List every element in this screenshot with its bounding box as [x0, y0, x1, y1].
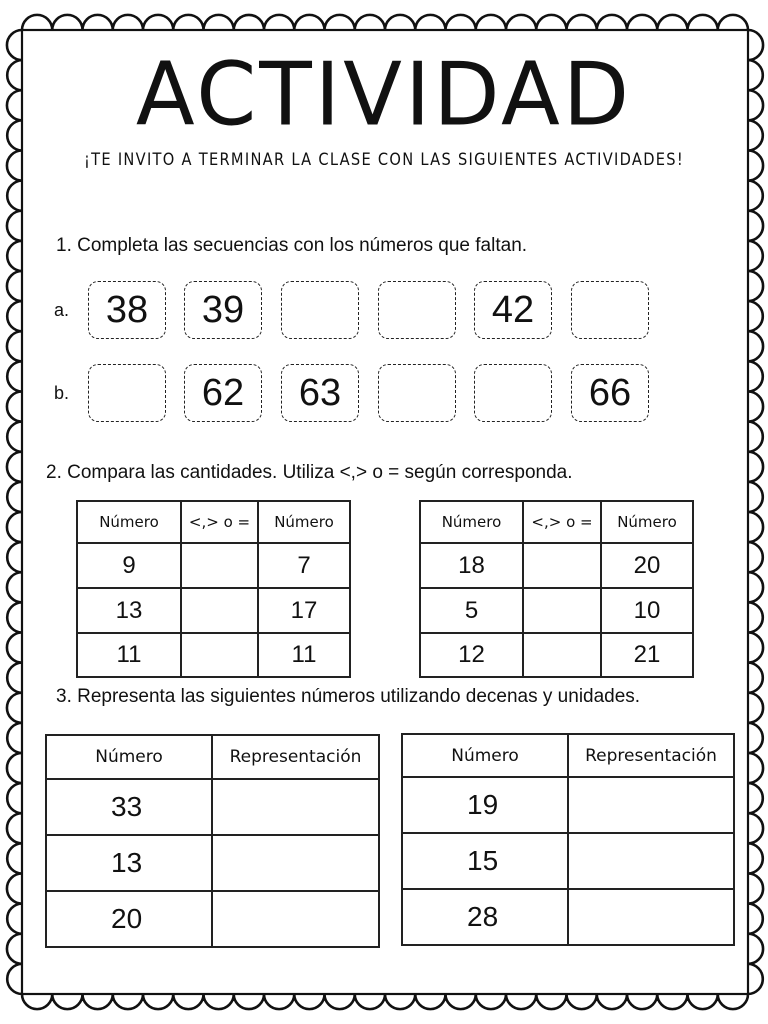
- number-cell: 33: [46, 779, 212, 835]
- sequence-box-blank[interactable]: [571, 281, 649, 339]
- table-row: [420, 588, 693, 633]
- representation-table-right: [401, 733, 735, 946]
- number-cell: 13: [77, 588, 181, 633]
- header-numero: Número: [46, 735, 212, 779]
- sequence-box: 42: [474, 281, 552, 339]
- answer-cell[interactable]: [181, 633, 258, 677]
- sequence-box: 66: [571, 364, 649, 422]
- sequence-box: 38: [88, 281, 166, 339]
- representation-cell[interactable]: [212, 835, 379, 891]
- representation-cell[interactable]: [212, 891, 379, 947]
- header-numero: Número: [420, 501, 523, 543]
- page-subtitle: ¡TE INVITO A TERMINAR LA CLASE CON LAS SIGUIENTES ACTIVIDADES!: [83, 150, 684, 170]
- table-row: [402, 833, 734, 889]
- number-cell: 28: [402, 889, 568, 945]
- table-row: [77, 588, 350, 633]
- representation-cell[interactable]: [568, 889, 734, 945]
- table-row: [77, 543, 350, 588]
- representation-cell[interactable]: [568, 777, 734, 833]
- number-cell: 19: [402, 777, 568, 833]
- number-cell: 5: [420, 588, 523, 633]
- table-row: [46, 891, 379, 947]
- number-cell: 15: [402, 833, 568, 889]
- representation-table-left: [45, 734, 380, 948]
- sequence-box-blank[interactable]: [88, 364, 166, 422]
- number-cell: 11: [258, 633, 350, 677]
- table-row: [420, 543, 693, 588]
- header-numero: Número: [601, 501, 693, 543]
- number-cell: 9: [77, 543, 181, 588]
- section1-instruction: 1. Completa las secuencias con los números que faltan.: [56, 235, 528, 256]
- sequence-label-a: a.: [54, 300, 70, 320]
- number-cell: 12: [420, 633, 523, 677]
- header-comparator: <,> o =: [181, 501, 258, 543]
- table-row: [77, 633, 350, 677]
- number-cell: 20: [46, 891, 212, 947]
- sequence-box-blank[interactable]: [378, 364, 456, 422]
- sequence-box: 63: [281, 364, 359, 422]
- number-cell: 10: [601, 588, 693, 633]
- table-row: [402, 889, 734, 945]
- number-cell: 11: [77, 633, 181, 677]
- header-comparator: <,> o =: [523, 501, 601, 543]
- number-cell: 21: [601, 633, 693, 677]
- sequence-label-b: b.: [54, 383, 70, 403]
- number-cell: 13: [46, 835, 212, 891]
- answer-cell[interactable]: [523, 543, 601, 588]
- answer-cell[interactable]: [523, 633, 601, 677]
- table-row: [46, 779, 379, 835]
- sequence-box-blank[interactable]: [281, 281, 359, 339]
- section3-instruction: 3. Representa las siguientes números utilizando decenas y unidades.: [56, 686, 641, 707]
- number-cell: 17: [258, 588, 350, 633]
- sequence-box: 62: [184, 364, 262, 422]
- number-cell: 7: [258, 543, 350, 588]
- number-cell: 20: [601, 543, 693, 588]
- compare-table-left: [76, 500, 351, 678]
- sequence-box-blank[interactable]: [378, 281, 456, 339]
- table-row: [420, 633, 693, 677]
- sequence-box-blank[interactable]: [474, 364, 552, 422]
- compare-table-right: [419, 500, 694, 678]
- answer-cell[interactable]: [181, 543, 258, 588]
- representation-cell[interactable]: [212, 779, 379, 835]
- answer-cell[interactable]: [181, 588, 258, 633]
- sequence-box: 39: [184, 281, 262, 339]
- table-row: [46, 835, 379, 891]
- header-representacion: Representación: [568, 734, 734, 777]
- section2-instruction: 2. Compara las cantidades. Utiliza <,> o = según corresponda.: [46, 462, 573, 483]
- header-numero: Número: [402, 734, 568, 777]
- table-row: [402, 777, 734, 833]
- header-representacion: Representación: [212, 735, 379, 779]
- representation-cell[interactable]: [568, 833, 734, 889]
- header-numero: Número: [77, 501, 181, 543]
- number-cell: 18: [420, 543, 523, 588]
- header-numero: Número: [258, 501, 350, 543]
- answer-cell[interactable]: [523, 588, 601, 633]
- page-title: ACTIVIDAD: [135, 44, 633, 146]
